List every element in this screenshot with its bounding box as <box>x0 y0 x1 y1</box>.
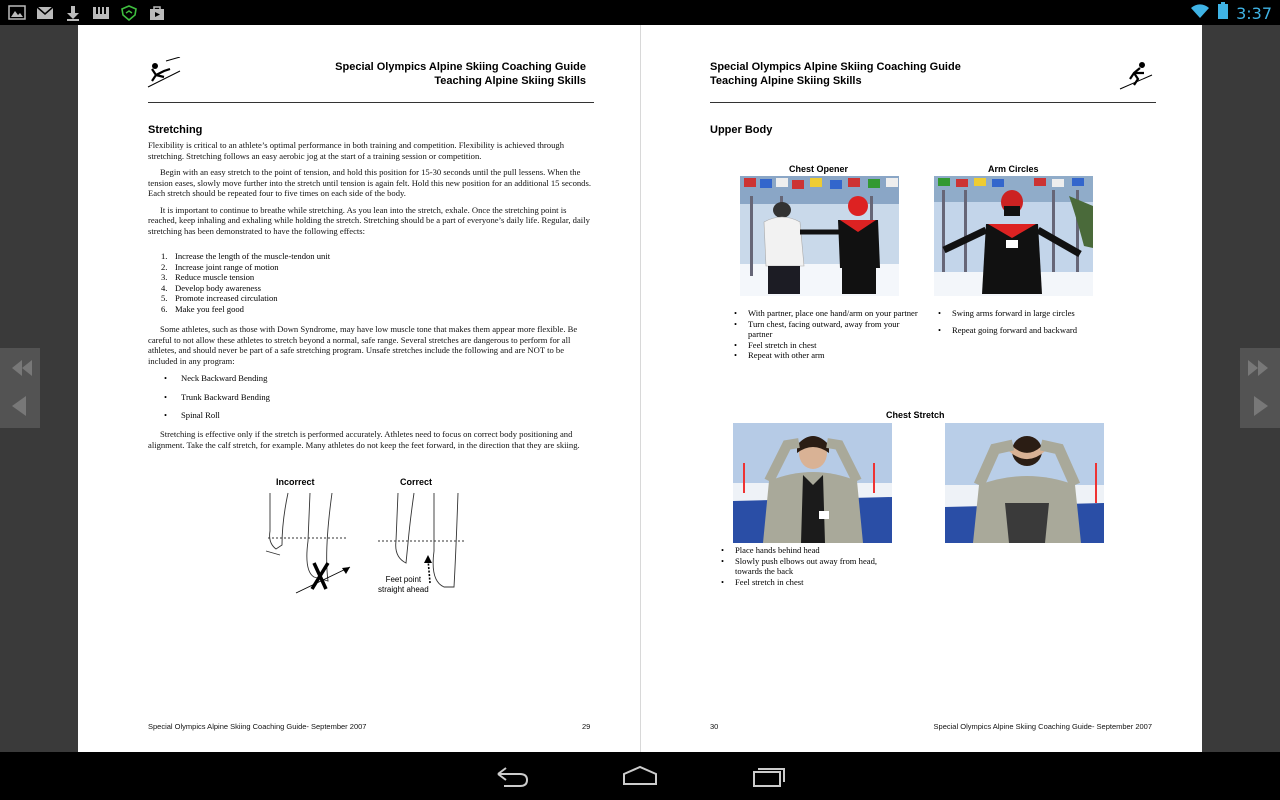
section-title: Stretching <box>148 124 203 136</box>
page-number: 29 <box>582 722 591 731</box>
header-rule <box>148 102 594 103</box>
left-page <box>78 25 640 752</box>
right-page <box>640 25 1202 752</box>
page-gutter <box>640 25 641 752</box>
paragraph: Some athletes, such as those with Down Syndrome, may have low muscle tone that makes them appear more flexible. Be careful to not allow these athletes to stretch beyond a normal, safe range. Several stretches are dangerous to perform for all athletes, and should never be part of a safe stretching program. Unsafe stretches include the following and are NOT to be included in any program: <box>148 324 578 366</box>
chest-opener-bullets <box>734 308 919 361</box>
status-bar <box>0 0 1280 25</box>
recent-apps-button[interactable] <box>752 764 788 788</box>
list-item: • Spinal Roll <box>164 410 220 420</box>
previous-page-button[interactable] <box>0 348 40 428</box>
wifi-icon <box>1190 3 1210 24</box>
figure-label-correct: Correct <box>400 477 433 487</box>
download-icon <box>64 5 82 21</box>
paragraph: Stretching is effective only if the stretch is performed accurately. Athletes need to focus on correct body positioning and alignment. Take the calf stretch, for example. Many athletes do not keep the feet forward, in the direction that they are skiing. <box>148 429 580 450</box>
list-item: • Neck Backward Bending <box>164 373 268 383</box>
page-header <box>710 60 961 88</box>
back-button[interactable] <box>494 764 530 788</box>
body-text <box>148 324 592 372</box>
notification-icons <box>8 3 166 22</box>
header-rule <box>710 102 1156 103</box>
section-title: Upper Body <box>710 124 773 136</box>
back-arrow-icon <box>494 764 530 788</box>
chest-stretch-bullets <box>721 545 901 587</box>
figure-label-incorrect: Incorrect <box>276 477 315 487</box>
footer-title: Special Olympics Alpine Skiing Coaching Guide- September 2007 <box>933 722 1152 731</box>
photo-arm-circles <box>934 176 1093 296</box>
next-page-button[interactable] <box>1240 348 1280 428</box>
caption-chest-stretch: Chest Stretch <box>886 410 945 420</box>
skier-logo-icon <box>146 57 182 91</box>
recent-apps-icon <box>752 764 788 788</box>
list-item: • Trunk Backward Bending <box>164 391 270 402</box>
clock: 3:37 <box>1236 3 1272 23</box>
list-item: • Swing arms forward in large circles <box>938 308 1075 318</box>
fast-forward-icon <box>1240 348 1280 428</box>
list-item: 3. Reduce muscle tension <box>161 272 255 283</box>
shopping-bag-icon <box>148 5 166 21</box>
battery-icon <box>1218 2 1228 24</box>
footer-title: Special Olympics Alpine Skiing Coaching Guide- September 2007 <box>148 722 367 731</box>
unsafe-stretches-list <box>164 369 270 425</box>
list-item: 2. Increase joint range of motion <box>161 261 279 272</box>
arm-circles-bullets <box>938 308 1118 335</box>
figure-note: Feet point straight ahead <box>378 575 429 594</box>
home-button[interactable] <box>622 764 658 788</box>
body-text <box>148 140 592 242</box>
list-item: • Feel stretch in chest <box>721 576 804 587</box>
header-title: Special Olympics Alpine Skiing Coaching Guide <box>335 61 586 73</box>
piano-icon <box>92 5 110 21</box>
list-item: 6. Make you feel good <box>161 303 244 314</box>
list-item: • Turn chest, facing outward, away from your partner <box>734 318 900 340</box>
system-navigation-bar <box>0 752 1280 800</box>
list-item: • Slowly push elbows out away from head, towards the back <box>721 555 878 577</box>
header-subtitle: Teaching Alpine Skiing Skills <box>710 75 862 87</box>
calf-stretch-illustration <box>258 491 468 601</box>
page-header <box>335 60 586 88</box>
list-item: 1. Increase the length of the muscle-tendon unit <box>161 251 331 261</box>
list-item: • Place hands behind head <box>721 545 820 555</box>
effects-list <box>161 251 330 315</box>
caption-arm-circles: Arm Circles <box>988 164 1039 174</box>
paragraph: Begin with an easy stretch to the point of tension, and hold this position for 15-30 seconds until the pull lessens. When the tension eases, slowly move further into the stretch until tension is again felt. Hold this new position for an additional 15 seconds. Each stretch should be repeated four to five times on each side of the body. <box>148 167 591 198</box>
page-number: 30 <box>710 722 719 731</box>
photo-chest-stretch-back <box>945 423 1104 543</box>
header-title: Special Olympics Alpine Skiing Coaching Guide <box>710 61 961 73</box>
caption-chest-opener: Chest Opener <box>789 164 849 174</box>
rewind-icon <box>0 348 40 428</box>
body-text <box>148 429 592 456</box>
skier-logo-icon <box>1118 57 1154 91</box>
list-item: • Repeat going forward and backward <box>938 324 1078 335</box>
photo-chest-opener <box>740 176 899 296</box>
header-subtitle: Teaching Alpine Skiing Skills <box>434 75 586 87</box>
paragraph: Flexibility is critical to an athlete’s optimal performance in both training and competition. Flexibility is achieved through stretching. Stretching follows an easy aerobic jog at the start of a training session or competition. <box>148 140 564 161</box>
home-icon <box>622 764 658 788</box>
paragraph: It is important to continue to breathe while stretching. As you lean into the stretch, exhale. Once the stretching point is reached, keep inhaling and exhaling while holding the stretch. Stretching should be a part of everyone’s daily life. Regular, daily stretching has been demonstrated to have the following effects: <box>148 204 590 236</box>
security-shield-icon <box>120 5 138 21</box>
gmail-icon <box>36 5 54 21</box>
gallery-icon <box>8 5 26 21</box>
list-item: • Feel stretch in chest <box>734 339 817 350</box>
list-item: • With partner, place one hand/arm on your partner <box>734 308 918 318</box>
photo-chest-stretch-front <box>733 423 892 543</box>
list-item: 4. Develop body awareness <box>161 282 261 293</box>
list-item: 5. Promote increased circulation <box>161 293 278 304</box>
list-item: • Repeat with other arm <box>734 350 825 361</box>
